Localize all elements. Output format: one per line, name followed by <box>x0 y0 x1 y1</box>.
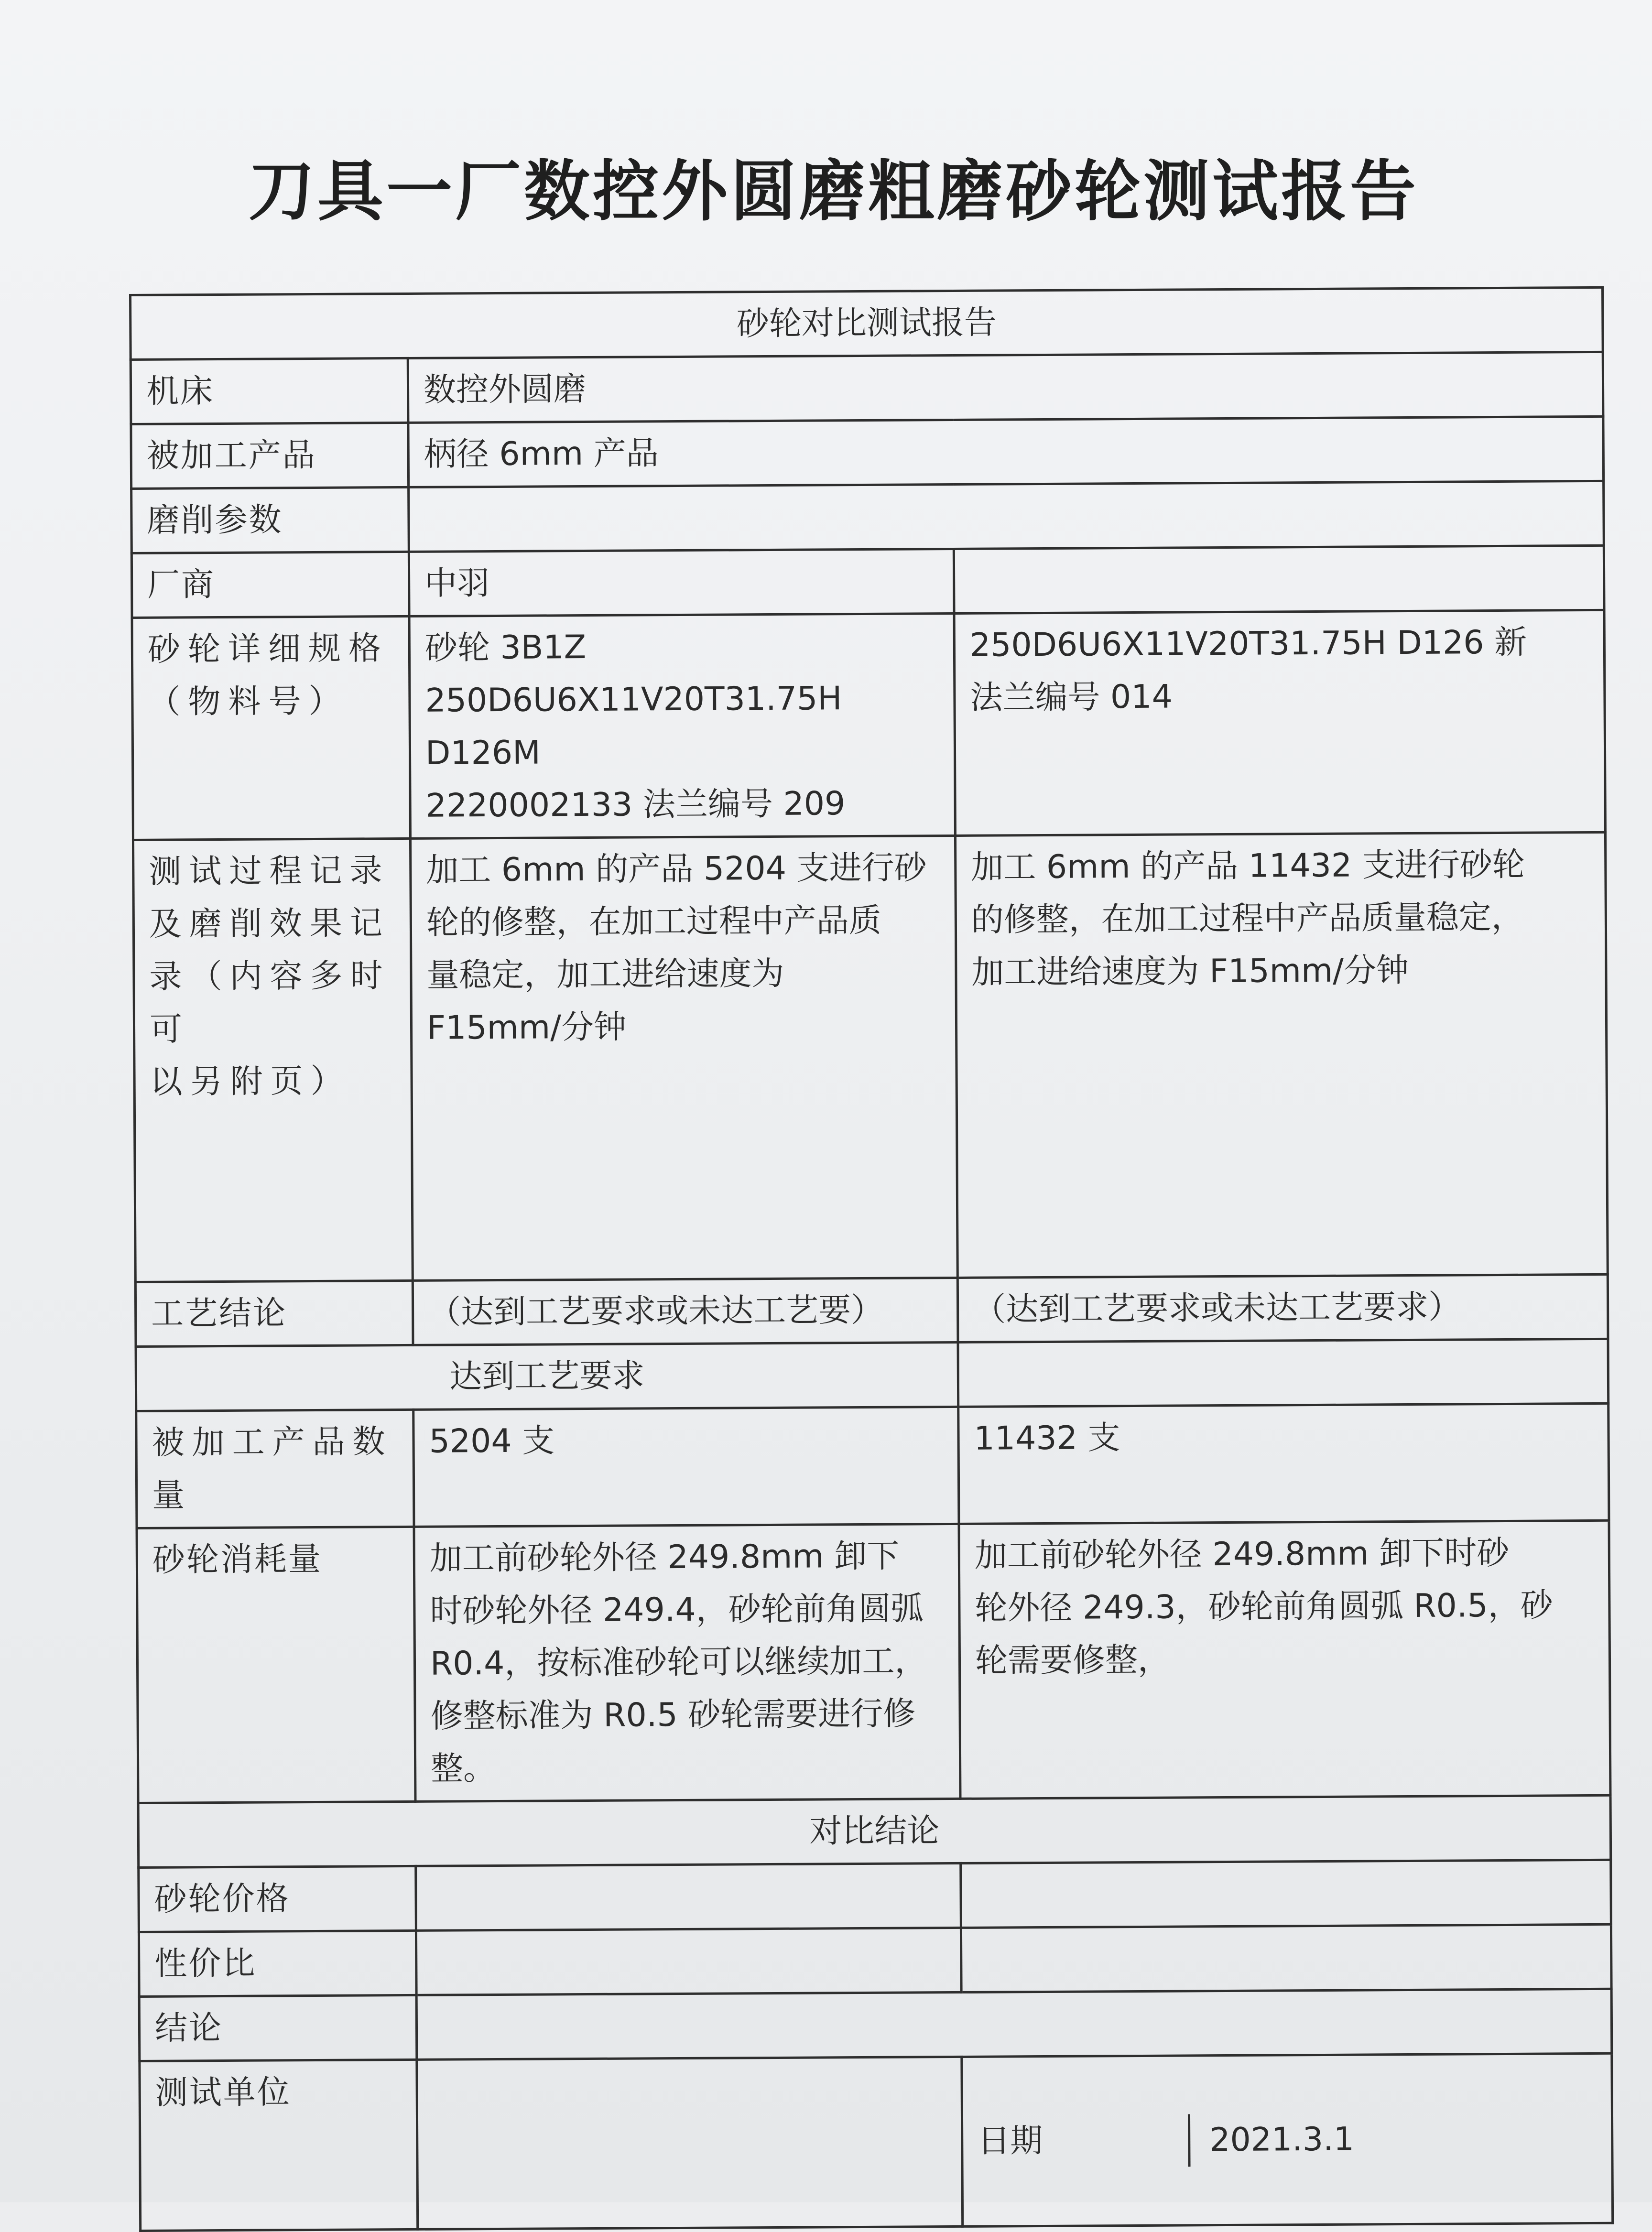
label-verdict: 结论 <box>139 1995 417 2061</box>
achieved-blank <box>958 1339 1609 1407</box>
date-box <box>978 2112 1597 2168</box>
value-machine: 数控外圆磨 <box>408 352 1603 423</box>
compare-header: 对比结论 <box>138 1795 1611 1867</box>
value-price-b <box>961 1860 1611 1928</box>
row-conclusion <box>135 1274 1608 1346</box>
label-value-ratio: 性价比 <box>139 1930 416 1996</box>
label-machine: 机床 <box>130 358 408 424</box>
table-header-row <box>130 287 1603 359</box>
value-quantity-a: 5204 支 <box>413 1407 959 1527</box>
row-quantity <box>136 1403 1609 1528</box>
value-consumption-b: 加工前砂轮外径 249.8mm 卸下时砂 轮外径 249.3，砂轮前角圆弧 R0.5，砂 轮需要修整， <box>959 1520 1610 1799</box>
value-product: 柄径 6mm 产品 <box>408 416 1604 487</box>
date-cell <box>962 2053 1613 2226</box>
value-verdict <box>416 1989 1612 2059</box>
date-value: 2021.3.1 <box>1209 2120 1355 2159</box>
value-params <box>409 481 1604 552</box>
table-header: 砂轮对比测试报告 <box>130 287 1603 359</box>
value-unit <box>417 2057 963 2229</box>
row-params <box>131 481 1604 553</box>
row-machine <box>130 352 1603 424</box>
row-compare-header <box>138 1795 1611 1867</box>
value-price-a <box>416 1863 961 1930</box>
row-achieved <box>136 1339 1609 1411</box>
label-quantity: 被加工产品数 量 <box>136 1409 414 1528</box>
value-ratio-b <box>961 1924 1611 1992</box>
value-quantity-b: 11432 支 <box>958 1403 1609 1524</box>
row-verdict <box>139 1989 1612 2061</box>
row-product <box>131 416 1604 488</box>
report-form <box>129 286 1611 2232</box>
label-params: 磨削参数 <box>131 487 409 553</box>
row-spec <box>132 610 1605 840</box>
value-consumption-a: 加工前砂轮外径 249.8mm 卸下 时砂轮外径 249.4，砂轮前角圆弧 R0.4，按标准砂轮可以继续加工， 修整标准为 R0.5 砂轮需要进行修 整。 <box>414 1524 960 1801</box>
row-unit <box>140 2053 1613 2231</box>
value-vendor-a: 中羽 <box>409 549 954 616</box>
row-value-ratio <box>139 1924 1611 1996</box>
label-consumption: 砂轮消耗量 <box>137 1527 415 1803</box>
label-process: 测试过程记录 及磨削效果记 录（内容多时可 以另附页） <box>133 838 413 1282</box>
date-label: 日期 <box>963 2114 1191 2167</box>
label-conclusion: 工艺结论 <box>135 1280 413 1346</box>
label-product: 被加工产品 <box>131 423 409 488</box>
row-price <box>139 1860 1611 1932</box>
value-ratio-a <box>416 1928 961 1995</box>
row-consumption <box>137 1520 1610 1803</box>
report-title: 刀具一厂数控外圆磨粗磨砂轮测试报告 <box>249 153 1419 230</box>
value-spec-a: 砂轮 3B1Z 250D6U6X11V20T31.75H D126M 2220002133 法兰编号 209 <box>409 613 955 838</box>
value-process-b: 加工 6mm 的产品 11432 支进行砂轮 的修整，在加工过程中产品质量稳定， 加工进给速度为 F15mm/分钟 <box>955 832 1608 1278</box>
label-vendor: 厂商 <box>131 552 409 618</box>
row-process <box>133 832 1608 1282</box>
label-price: 砂轮价格 <box>139 1866 416 1932</box>
row-vendor <box>131 545 1604 618</box>
achieved-note: 达到工艺要求 <box>136 1342 958 1411</box>
value-conclusion-b: （达到工艺要求或未达工艺要求） <box>957 1274 1608 1342</box>
value-spec-b: 250D6U6X11V20T31.75H D126 新 法兰编号 014 <box>954 610 1605 835</box>
report-table <box>129 286 1614 2232</box>
value-process-a: 加工 6mm 的产品 5204 支进行砂 轮的修整，在加工过程中产品质 量稳定，加工进给速度为 F15mm/分钟 <box>410 835 957 1280</box>
label-spec: 砂轮详细规格 （物料号） <box>132 616 410 840</box>
value-conclusion-a: （达到工艺要求或未达工艺要） <box>413 1278 958 1345</box>
label-unit: 测试单位 <box>140 2059 418 2231</box>
value-vendor-b <box>954 545 1604 613</box>
